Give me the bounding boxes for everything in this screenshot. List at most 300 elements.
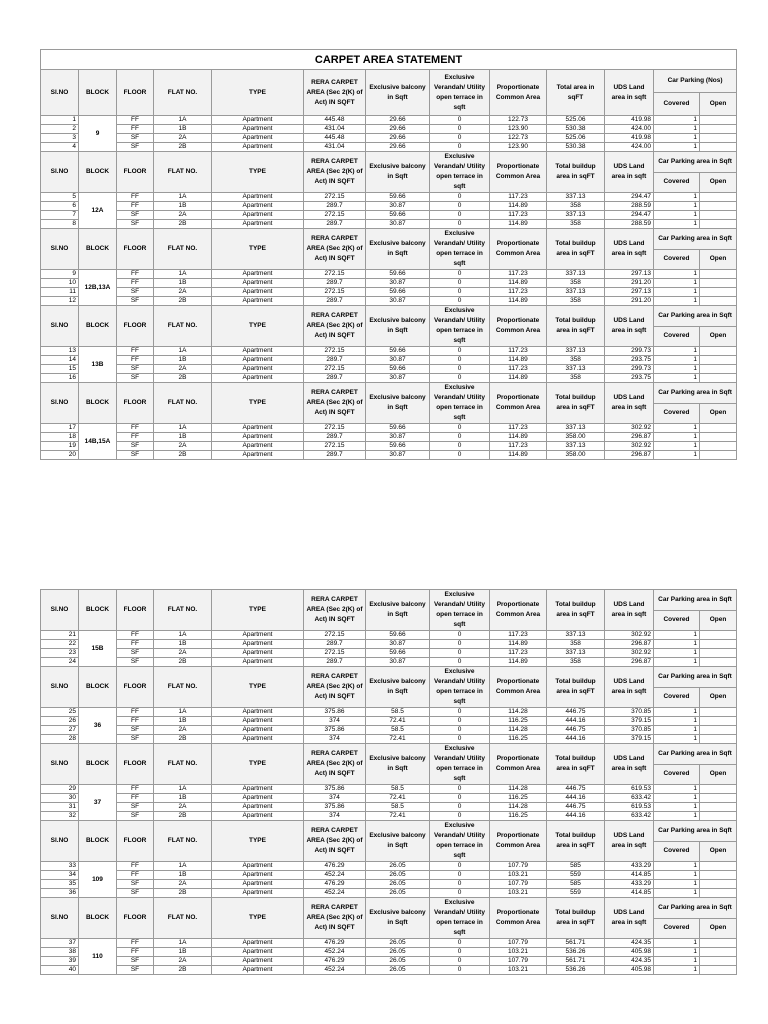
verandah-cell: 0 (430, 279, 490, 288)
slno-cell: 14 (41, 356, 79, 365)
slno-cell: 35 (41, 880, 79, 889)
balcony-cell: 30.87 (366, 658, 430, 667)
balcony-cell: 72.41 (366, 812, 430, 821)
slno-header: Sl.NO (41, 744, 79, 785)
flat-cell: 1A (154, 270, 212, 279)
block-header: BLOCK (79, 306, 117, 347)
total-area-cell: 358.00 (547, 451, 605, 460)
verandah-header: Exclusive Verandah/ Utility open terrace in sqft (430, 821, 490, 862)
rera-cell: 272.15 (304, 649, 366, 658)
slno-cell: 8 (41, 220, 79, 229)
common-area-cell: 116.25 (490, 735, 547, 744)
floor-header: FLOOR (117, 70, 154, 116)
type-cell: Apartment (212, 726, 304, 735)
flat-cell: 1B (154, 794, 212, 803)
common-area-cell: 114.89 (490, 640, 547, 649)
floor-cell: FF (117, 433, 154, 442)
floor-cell: SF (117, 374, 154, 383)
balcony-cell: 58.5 (366, 785, 430, 794)
flat-header: FLAT NO. (154, 898, 212, 939)
rera-cell: 272.15 (304, 424, 366, 433)
type-cell: Apartment (212, 211, 304, 220)
block-cell: 110 (79, 939, 117, 975)
flat-cell: 2B (154, 374, 212, 383)
rera-cell: 374 (304, 735, 366, 744)
flat-cell: 1A (154, 939, 212, 948)
type-cell: Apartment (212, 948, 304, 957)
rera-cell: 272.15 (304, 288, 366, 297)
total-area-cell: 337.13 (547, 424, 605, 433)
uds-land-area-header: UDS Land area in sqft (605, 590, 654, 631)
uds-cell: 414.85 (605, 871, 654, 880)
flat-cell: 2B (154, 451, 212, 460)
rera-cell: 289.7 (304, 451, 366, 460)
total-area-cell: 444.16 (547, 735, 605, 744)
floor-cell: FF (117, 347, 154, 356)
slno-cell: 23 (41, 649, 79, 658)
common-area-header: Proportionate Common Area (490, 898, 547, 939)
covered-cell: 1 (654, 424, 700, 433)
table-row (41, 785, 737, 794)
open-header: Open (700, 610, 737, 631)
verandah-header: Exclusive Verandah/ Utility open terrace in sqft (430, 306, 490, 347)
rera-cell: 476.29 (304, 939, 366, 948)
common-area-cell: 117.23 (490, 347, 547, 356)
common-area-header: Proportionate Common Area (490, 667, 547, 708)
floor-cell: FF (117, 785, 154, 794)
type-header: TYPE (212, 306, 304, 347)
floor-cell: FF (117, 279, 154, 288)
slno-header: Sl.NO (41, 70, 79, 116)
open-cell (700, 785, 737, 794)
table-row (41, 889, 737, 898)
covered-cell: 1 (654, 957, 700, 966)
table-row (41, 862, 737, 871)
covered-cell: 1 (654, 211, 700, 220)
type-cell: Apartment (212, 451, 304, 460)
rera-cell: 289.7 (304, 202, 366, 211)
floor-header: FLOOR (117, 383, 154, 424)
block-cell: 9 (79, 116, 117, 152)
total-area-header: Total buildup area in sqFT (547, 383, 605, 424)
slno-cell: 22 (41, 640, 79, 649)
block-header: BLOCK (79, 152, 117, 193)
covered-cell: 1 (654, 193, 700, 202)
uds-cell: 293.75 (605, 356, 654, 365)
flat-header: FLAT NO. (154, 667, 212, 708)
rera-cell: 289.7 (304, 279, 366, 288)
rera-cell: 289.7 (304, 356, 366, 365)
floor-cell: SF (117, 451, 154, 460)
total-area-cell: 358 (547, 374, 605, 383)
floor-cell: FF (117, 116, 154, 125)
common-area-cell: 107.79 (490, 862, 547, 871)
rera-cell: 272.15 (304, 347, 366, 356)
covered-cell: 1 (654, 451, 700, 460)
common-area-cell: 107.79 (490, 880, 547, 889)
table-row (41, 726, 737, 735)
slno-cell: 33 (41, 862, 79, 871)
verandah-cell: 0 (430, 717, 490, 726)
rera-cell: 289.7 (304, 658, 366, 667)
verandah-cell: 0 (430, 862, 490, 871)
table-row (41, 649, 737, 658)
slno-cell: 27 (41, 726, 79, 735)
floor-cell: FF (117, 356, 154, 365)
common-area-cell: 117.23 (490, 649, 547, 658)
open-cell (700, 735, 737, 744)
total-area-cell: 446.75 (547, 726, 605, 735)
verandah-cell: 0 (430, 125, 490, 134)
common-area-cell: 114.89 (490, 220, 547, 229)
balcony-header: Exclusive balcony in Sqft (366, 667, 430, 708)
rera-carpet-area-header: RERA CARPET AREA (Sec 2(K) of Act) IN SQFT (304, 898, 366, 939)
uds-cell: 424.35 (605, 939, 654, 948)
uds-cell: 633.42 (605, 794, 654, 803)
open-cell (700, 726, 737, 735)
table-row (41, 631, 737, 640)
table-row (41, 220, 737, 229)
slno-cell: 34 (41, 871, 79, 880)
total-area-header: Total buildup area in sqFT (547, 306, 605, 347)
covered-cell: 1 (654, 735, 700, 744)
flat-cell: 2A (154, 288, 212, 297)
verandah-cell: 0 (430, 451, 490, 460)
open-header: Open (700, 326, 737, 347)
total-area-cell: 337.13 (547, 288, 605, 297)
floor-cell: SF (117, 297, 154, 306)
covered-cell: 1 (654, 785, 700, 794)
total-area-cell: 525.06 (547, 116, 605, 125)
slno-header: Sl.NO (41, 667, 79, 708)
balcony-cell: 72.41 (366, 794, 430, 803)
open-cell (700, 202, 737, 211)
open-header: Open (700, 687, 737, 708)
total-area-header: Total buildup area in sqFT (547, 898, 605, 939)
rera-carpet-area-header: RERA CARPET AREA (Sec 2(K) of Act) IN SQFT (304, 70, 366, 116)
covered-cell: 1 (654, 356, 700, 365)
rera-cell: 375.86 (304, 785, 366, 794)
balcony-cell: 30.87 (366, 220, 430, 229)
floor-cell: SF (117, 143, 154, 152)
rera-cell: 445.48 (304, 116, 366, 125)
balcony-cell: 30.87 (366, 356, 430, 365)
verandah-cell: 0 (430, 871, 490, 880)
type-header: TYPE (212, 229, 304, 270)
total-area-cell: 561.71 (547, 957, 605, 966)
flat-cell: 2A (154, 880, 212, 889)
open-header: Open (700, 403, 737, 424)
balcony-cell: 26.05 (366, 966, 430, 975)
car-parking-header: Car Parking area in Sqft (654, 744, 737, 765)
slno-cell: 17 (41, 424, 79, 433)
table-row (41, 116, 737, 125)
common-area-header: Proportionate Common Area (490, 152, 547, 193)
rera-cell: 289.7 (304, 640, 366, 649)
open-cell (700, 442, 737, 451)
open-cell (700, 451, 737, 460)
type-cell: Apartment (212, 220, 304, 229)
balcony-header: Exclusive balcony in Sqft (366, 821, 430, 862)
floor-cell: SF (117, 735, 154, 744)
floor-cell: FF (117, 631, 154, 640)
covered-header: Covered (654, 610, 700, 631)
verandah-cell: 0 (430, 193, 490, 202)
floor-header: FLOOR (117, 590, 154, 631)
uds-cell: 424.00 (605, 143, 654, 152)
verandah-cell: 0 (430, 442, 490, 451)
total-area-cell: 525.06 (547, 134, 605, 143)
balcony-cell: 59.66 (366, 365, 430, 374)
floor-cell: SF (117, 726, 154, 735)
open-cell (700, 708, 737, 717)
type-cell: Apartment (212, 424, 304, 433)
flat-cell: 2B (154, 966, 212, 975)
carpet-area-sheet-page-1 (40, 49, 732, 460)
common-area-cell: 117.23 (490, 631, 547, 640)
rera-carpet-area-header: RERA CARPET AREA (Sec 2(K) of Act) IN SQFT (304, 229, 366, 270)
open-cell (700, 640, 737, 649)
table-row (41, 279, 737, 288)
total-area-header: Total buildup area in sqFT (547, 821, 605, 862)
table-row (41, 451, 737, 460)
open-cell (700, 270, 737, 279)
verandah-cell: 0 (430, 939, 490, 948)
table-row (41, 202, 737, 211)
slno-cell: 38 (41, 948, 79, 957)
floor-cell: FF (117, 862, 154, 871)
slno-cell: 40 (41, 966, 79, 975)
flat-cell: 2B (154, 143, 212, 152)
table-row (41, 880, 737, 889)
flat-cell: 1A (154, 708, 212, 717)
slno-cell: 30 (41, 794, 79, 803)
slno-cell: 39 (41, 957, 79, 966)
uds-land-area-header: UDS Land area in sqft (605, 306, 654, 347)
flat-cell: 2A (154, 957, 212, 966)
balcony-cell: 59.66 (366, 631, 430, 640)
covered-cell: 1 (654, 812, 700, 821)
common-area-cell: 107.79 (490, 957, 547, 966)
header-row (41, 229, 737, 250)
type-cell: Apartment (212, 347, 304, 356)
uds-land-area-header: UDS Land area in sqft (605, 898, 654, 939)
slno-cell: 19 (41, 442, 79, 451)
balcony-header: Exclusive balcony in Sqft (366, 229, 430, 270)
table-row (41, 442, 737, 451)
uds-cell: 294.47 (605, 211, 654, 220)
balcony-cell: 29.66 (366, 116, 430, 125)
total-area-cell: 337.13 (547, 649, 605, 658)
verandah-cell: 0 (430, 726, 490, 735)
verandah-cell: 0 (430, 365, 490, 374)
floor-cell: SF (117, 134, 154, 143)
type-cell: Apartment (212, 708, 304, 717)
floor-header: FLOOR (117, 898, 154, 939)
total-area-header: Total buildup area in sqFT (547, 152, 605, 193)
verandah-cell: 0 (430, 785, 490, 794)
floor-cell: FF (117, 871, 154, 880)
verandah-cell: 0 (430, 143, 490, 152)
common-area-header: Proportionate Common Area (490, 821, 547, 862)
type-cell: Apartment (212, 862, 304, 871)
covered-header: Covered (654, 249, 700, 270)
type-cell: Apartment (212, 735, 304, 744)
rera-carpet-area-header: RERA CARPET AREA (Sec 2(K) of Act) IN SQFT (304, 590, 366, 631)
uds-land-area-header: UDS Land area in sqft (605, 70, 654, 116)
slno-cell: 16 (41, 374, 79, 383)
balcony-cell: 59.66 (366, 347, 430, 356)
open-cell (700, 116, 737, 125)
balcony-cell: 26.05 (366, 880, 430, 889)
open-cell (700, 220, 737, 229)
open-cell (700, 424, 737, 433)
total-area-cell: 585 (547, 880, 605, 889)
covered-cell: 1 (654, 365, 700, 374)
rera-cell: 445.48 (304, 134, 366, 143)
balcony-cell: 30.87 (366, 297, 430, 306)
type-cell: Apartment (212, 794, 304, 803)
covered-cell: 1 (654, 880, 700, 889)
covered-cell: 1 (654, 717, 700, 726)
total-area-cell: 337.13 (547, 442, 605, 451)
verandah-cell: 0 (430, 649, 490, 658)
total-area-cell: 358 (547, 279, 605, 288)
rera-cell: 374 (304, 717, 366, 726)
balcony-cell: 30.87 (366, 374, 430, 383)
floor-header: FLOOR (117, 821, 154, 862)
table-row (41, 957, 737, 966)
table-row (41, 125, 737, 134)
rera-cell: 452.24 (304, 948, 366, 957)
common-area-cell: 122.73 (490, 116, 547, 125)
rera-cell: 272.15 (304, 211, 366, 220)
car-parking-header: Car Parking area in Sqft (654, 152, 737, 173)
common-area-cell: 116.25 (490, 717, 547, 726)
type-header: TYPE (212, 152, 304, 193)
type-cell: Apartment (212, 939, 304, 948)
verandah-header: Exclusive Verandah/ Utility open terrace in sqft (430, 383, 490, 424)
floor-header: FLOOR (117, 667, 154, 708)
type-cell: Apartment (212, 134, 304, 143)
covered-cell: 1 (654, 374, 700, 383)
block-cell: 109 (79, 862, 117, 898)
block-header: BLOCK (79, 229, 117, 270)
uds-cell: 302.92 (605, 649, 654, 658)
flat-cell: 2A (154, 442, 212, 451)
balcony-header: Exclusive balcony in Sqft (366, 152, 430, 193)
block-cell: 12A (79, 193, 117, 229)
uds-cell: 288.59 (605, 220, 654, 229)
covered-cell: 1 (654, 631, 700, 640)
uds-cell: 296.87 (605, 640, 654, 649)
open-cell (700, 297, 737, 306)
type-cell: Apartment (212, 288, 304, 297)
floor-cell: FF (117, 939, 154, 948)
type-cell: Apartment (212, 356, 304, 365)
rera-cell: 374 (304, 794, 366, 803)
balcony-cell: 72.41 (366, 717, 430, 726)
flat-header: FLAT NO. (154, 821, 212, 862)
open-cell (700, 125, 737, 134)
verandah-cell: 0 (430, 794, 490, 803)
open-cell (700, 939, 737, 948)
block-header: BLOCK (79, 821, 117, 862)
table-row (41, 794, 737, 803)
covered-cell: 1 (654, 658, 700, 667)
uds-cell: 288.59 (605, 202, 654, 211)
rera-cell: 272.15 (304, 270, 366, 279)
flat-cell: 2A (154, 649, 212, 658)
uds-cell: 294.47 (605, 193, 654, 202)
floor-cell: FF (117, 202, 154, 211)
uds-cell: 370.85 (605, 726, 654, 735)
slno-cell: 36 (41, 889, 79, 898)
type-cell: Apartment (212, 640, 304, 649)
common-area-cell: 114.89 (490, 356, 547, 365)
verandah-cell: 0 (430, 116, 490, 125)
type-cell: Apartment (212, 631, 304, 640)
covered-cell: 1 (654, 726, 700, 735)
flat-cell: 1B (154, 871, 212, 880)
open-cell (700, 365, 737, 374)
verandah-header: Exclusive Verandah/ Utility open terrace in sqft (430, 229, 490, 270)
flat-cell: 1B (154, 125, 212, 134)
balcony-cell: 30.87 (366, 433, 430, 442)
slno-cell: 18 (41, 433, 79, 442)
covered-header: Covered (654, 764, 700, 785)
flat-cell: 2A (154, 365, 212, 374)
block-header: BLOCK (79, 898, 117, 939)
uds-cell: 379.15 (605, 735, 654, 744)
open-cell (700, 658, 737, 667)
slno-cell: 7 (41, 211, 79, 220)
verandah-cell: 0 (430, 270, 490, 279)
uds-cell: 370.85 (605, 708, 654, 717)
table-row (41, 803, 737, 812)
verandah-cell: 0 (430, 424, 490, 433)
open-cell (700, 193, 737, 202)
rera-cell: 452.24 (304, 871, 366, 880)
covered-cell: 1 (654, 948, 700, 957)
table-row (41, 939, 737, 948)
floor-cell: SF (117, 365, 154, 374)
slno-cell: 9 (41, 270, 79, 279)
verandah-cell: 0 (430, 297, 490, 306)
uds-cell: 419.98 (605, 116, 654, 125)
flat-header: FLAT NO. (154, 152, 212, 193)
rera-cell: 375.86 (304, 708, 366, 717)
open-header: Open (700, 918, 737, 939)
open-cell (700, 356, 737, 365)
flat-cell: 2B (154, 812, 212, 821)
total-area-cell: 446.75 (547, 785, 605, 794)
balcony-cell: 29.66 (366, 134, 430, 143)
slno-cell: 25 (41, 708, 79, 717)
rera-carpet-area-header: RERA CARPET AREA (Sec 2(K) of Act) IN SQFT (304, 383, 366, 424)
open-cell (700, 631, 737, 640)
verandah-cell: 0 (430, 889, 490, 898)
balcony-cell: 59.66 (366, 442, 430, 451)
covered-cell: 1 (654, 640, 700, 649)
type-cell: Apartment (212, 143, 304, 152)
balcony-header: Exclusive balcony in Sqft (366, 306, 430, 347)
rera-cell: 289.7 (304, 220, 366, 229)
slno-cell: 24 (41, 658, 79, 667)
common-area-cell: 114.28 (490, 708, 547, 717)
total-area-cell: 358 (547, 297, 605, 306)
total-area-cell: 337.13 (547, 270, 605, 279)
